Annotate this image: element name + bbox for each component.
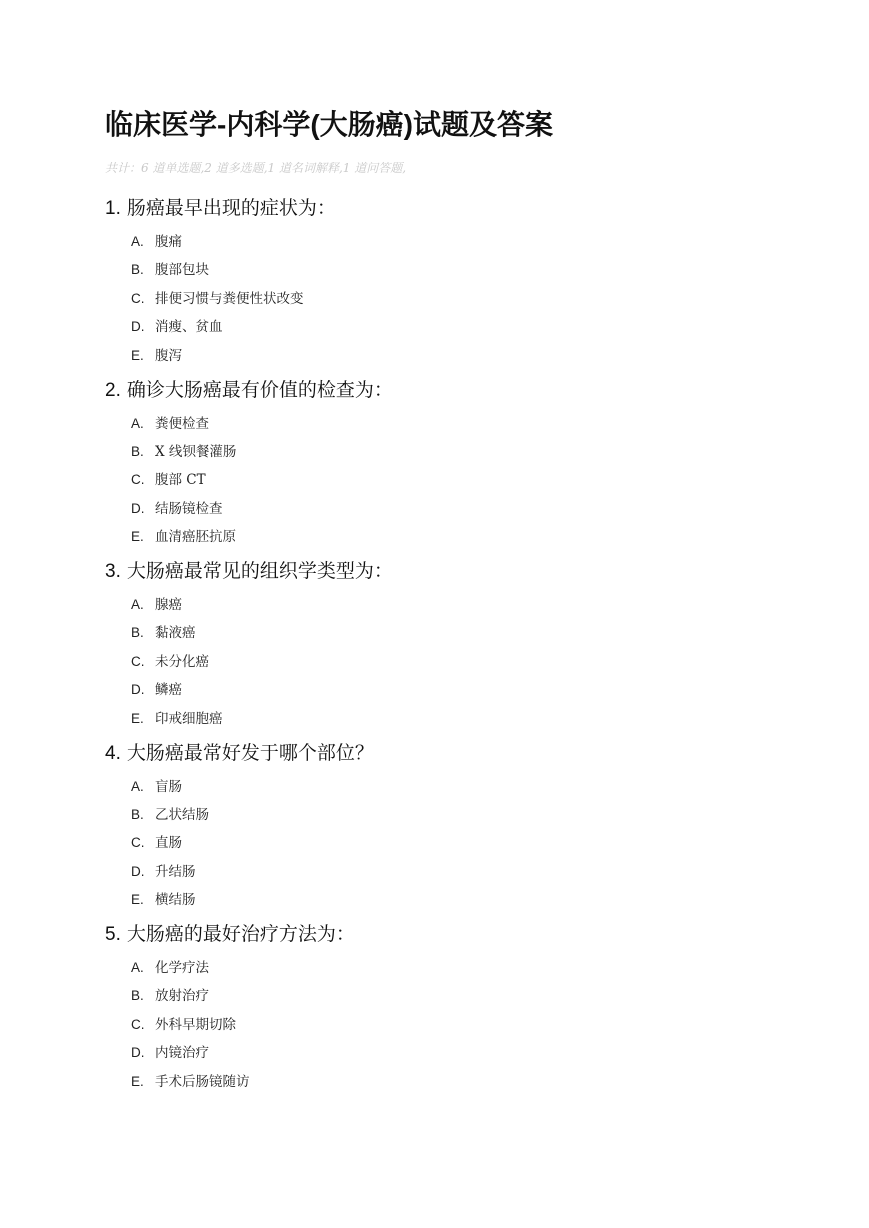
option-letter: B. [131, 806, 144, 822]
question-text: 确诊大肠癌最有价值的检查为： [126, 378, 393, 401]
option-text: 升结肠 [155, 863, 196, 880]
option-letter: C. [131, 653, 145, 669]
question-number: 3. [105, 561, 121, 582]
option-a [105, 591, 805, 619]
option-text: 鳞癌 [155, 682, 182, 699]
option-a [105, 228, 805, 256]
question-stem [105, 376, 805, 404]
option-b [105, 256, 805, 284]
option-letter: A. [131, 234, 144, 249]
document-title: 临床医学-内科学(大肠癌)试题及答案 [105, 109, 553, 140]
option-d [105, 313, 805, 341]
option-text: 消瘦、贫血 [155, 319, 223, 336]
option-a [105, 773, 805, 801]
option-letter: B. [131, 625, 144, 641]
option-letter: E. [131, 529, 144, 545]
question-stem [105, 557, 805, 585]
option-a [105, 410, 805, 438]
option-text: 化学疗法 [155, 960, 209, 976]
option-text: 血清癌胚抗原 [155, 529, 236, 546]
option-letter: C. [131, 1016, 145, 1032]
question-text: 肠癌最早出现的症状为： [126, 197, 336, 219]
option-letter: B. [131, 988, 144, 1004]
option-text: 横结肠 [155, 892, 196, 909]
question-stem [105, 194, 805, 222]
option-e [105, 1068, 805, 1096]
question-number: 1. [105, 198, 121, 219]
option-c [105, 648, 805, 676]
option-b [105, 438, 805, 466]
option-text: 腹部包块 [155, 262, 209, 279]
option-text: 黏液癌 [155, 625, 196, 642]
question-text: 大肠癌最常见的组织学类型为： [126, 560, 393, 582]
option-letter: D. [131, 500, 145, 516]
option-b [105, 801, 805, 829]
question-text: 大肠癌最常好发于哪个部位？ [126, 741, 374, 764]
question-number: 2. [105, 379, 121, 401]
option-letter: D. [131, 682, 145, 698]
option-list [105, 773, 805, 915]
option-list [105, 954, 805, 1096]
option-text: 腹部 CT [155, 472, 206, 489]
option-d [105, 858, 805, 886]
question-text: 大肠癌的最好治疗方法为： [126, 923, 355, 945]
option-letter: A. [131, 415, 144, 431]
option-letter: B. [131, 262, 144, 278]
option-letter: D. [131, 1045, 145, 1061]
option-text: 放射治疗 [155, 988, 209, 1005]
option-text: 手术后肠镜随访 [155, 1073, 250, 1090]
option-b [105, 619, 805, 647]
option-letter: E. [131, 347, 144, 363]
option-letter: A. [131, 597, 144, 612]
question-summary: 共计：6 道单选题,2 道多选题,1 道名词解释,1 道问答题, [105, 161, 407, 175]
option-letter: C. [131, 472, 145, 488]
option-c [105, 466, 805, 494]
option-letter: E. [131, 892, 144, 908]
option-text: 腹痛 [155, 234, 182, 250]
question-stem [105, 739, 805, 767]
option-d [105, 676, 805, 704]
option-text: 内镜治疗 [155, 1045, 209, 1062]
option-letter: E. [131, 1073, 144, 1089]
option-text: 腺癌 [155, 597, 182, 613]
question-5 [105, 920, 805, 1102]
option-text: X 线钡餐灌肠 [155, 443, 237, 460]
question-1 [105, 194, 805, 376]
option-text: 腹泻 [155, 347, 182, 364]
option-text: 印戒细胞癌 [155, 710, 223, 727]
option-d [105, 1039, 805, 1067]
option-c [105, 285, 805, 313]
question-list [105, 194, 805, 1102]
option-letter: C. [131, 290, 145, 306]
option-e [105, 342, 805, 370]
option-e [105, 523, 805, 551]
question-stem [105, 920, 805, 948]
question-4 [105, 739, 805, 921]
option-letter: E. [131, 710, 144, 726]
option-c [105, 829, 805, 857]
option-letter: B. [131, 443, 144, 459]
question-3 [105, 557, 805, 739]
option-e [105, 886, 805, 914]
option-a [105, 954, 805, 982]
option-list [105, 228, 805, 370]
option-e [105, 705, 805, 733]
option-d [105, 495, 805, 523]
question-2 [105, 376, 805, 558]
option-b [105, 982, 805, 1010]
option-list [105, 591, 805, 733]
option-letter: C. [131, 835, 145, 851]
question-number: 5. [105, 924, 121, 945]
option-text: 直肠 [155, 835, 182, 852]
option-list [105, 410, 805, 552]
question-number: 4. [105, 742, 121, 764]
option-letter: D. [131, 863, 145, 879]
option-text: 粪便检查 [155, 415, 209, 432]
option-letter: D. [131, 319, 145, 335]
option-c [105, 1011, 805, 1039]
option-text: 乙状结肠 [155, 806, 209, 823]
option-text: 未分化癌 [155, 653, 209, 670]
option-text: 排便习惯与粪便性状改变 [155, 290, 304, 307]
option-letter: A. [131, 960, 144, 975]
option-text: 外科早期切除 [155, 1016, 236, 1033]
option-text: 盲肠 [155, 778, 182, 795]
option-text: 结肠镜检查 [155, 500, 223, 517]
option-letter: A. [131, 778, 144, 794]
